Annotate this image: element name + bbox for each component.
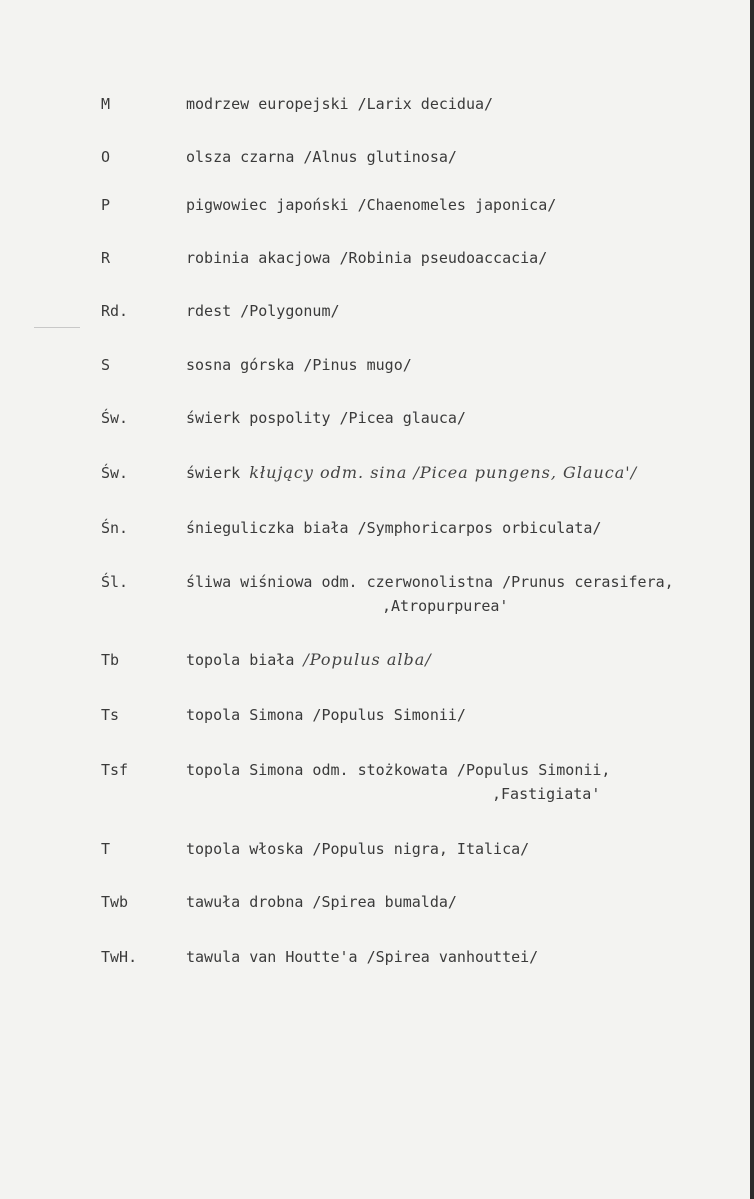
entry-name: świerk pospolity /Picea glauca/: [186, 409, 466, 427]
entry-abbreviation: O: [101, 148, 111, 166]
page-edge: [750, 0, 754, 1199]
entry-name: topola Simona /Populus Simonii/: [186, 706, 466, 724]
entry-name: śliwa wiśniowa odm. czerwonolistna /Prunus cerasifera,: [186, 573, 674, 591]
entry-abbreviation: Św.: [101, 464, 129, 482]
entry-abbreviation: Twb: [101, 893, 129, 911]
entry-abbreviation: Śn.: [101, 519, 129, 537]
entry-name-handwritten: /Populus alba/: [303, 650, 432, 669]
entry-name-handwritten: kłujący odm. sina /Picea pungens, Glauca'/: [249, 463, 638, 482]
entry-name-continuation: ,Fastigiata': [492, 785, 601, 803]
entry-name: pigwowiec japoński /Chaenomeles japonica/: [186, 196, 557, 214]
entry-abbreviation: Św.: [101, 409, 129, 427]
entry-abbreviation: S: [101, 356, 111, 374]
entry-abbreviation: TwH.: [101, 948, 138, 966]
entry-name: [186, 463, 637, 483]
entry-abbreviation: P: [101, 196, 111, 214]
entry-name: topola włoska /Populus nigra, Italica/: [186, 840, 530, 858]
entry-name: tawula van Houtte'a /Spirea vanhouttei/: [186, 948, 539, 966]
entry-name: [186, 650, 432, 670]
entry-name-typed: świerk: [186, 464, 241, 482]
entry-name: olsza czarna /Alnus glutinosa/: [186, 148, 457, 166]
entry-name: sosna górska /Pinus mugo/: [186, 356, 412, 374]
entry-name: rdest /Polygonum/: [186, 302, 340, 320]
margin-mark: [34, 327, 80, 328]
entry-name-typed: topola biała: [186, 651, 295, 669]
entry-name: robinia akacjowa /Robinia pseudoaccacia/: [186, 249, 548, 267]
entry-abbreviation: Śl.: [101, 573, 129, 591]
entry-abbreviation: Tb: [101, 651, 120, 669]
entry-abbreviation: Rd.: [101, 302, 129, 320]
entry-abbreviation: M: [101, 95, 111, 113]
entry-name-continuation: ,Atropurpurea': [382, 597, 509, 615]
entry-abbreviation: R: [101, 249, 111, 267]
entry-abbreviation: T: [101, 840, 111, 858]
entry-name: śnieguliczka biała /Symphoricarpos orbiculata/: [186, 519, 602, 537]
entry-name: modrzew europejski /Larix decidua/: [186, 95, 494, 113]
entry-abbreviation: Tsf: [101, 761, 129, 779]
entry-name: tawuła drobna /Spirea bumalda/: [186, 893, 457, 911]
entry-name: topola Simona odm. stożkowata /Populus Simonii,: [186, 761, 611, 779]
entry-abbreviation: Ts: [101, 706, 120, 724]
